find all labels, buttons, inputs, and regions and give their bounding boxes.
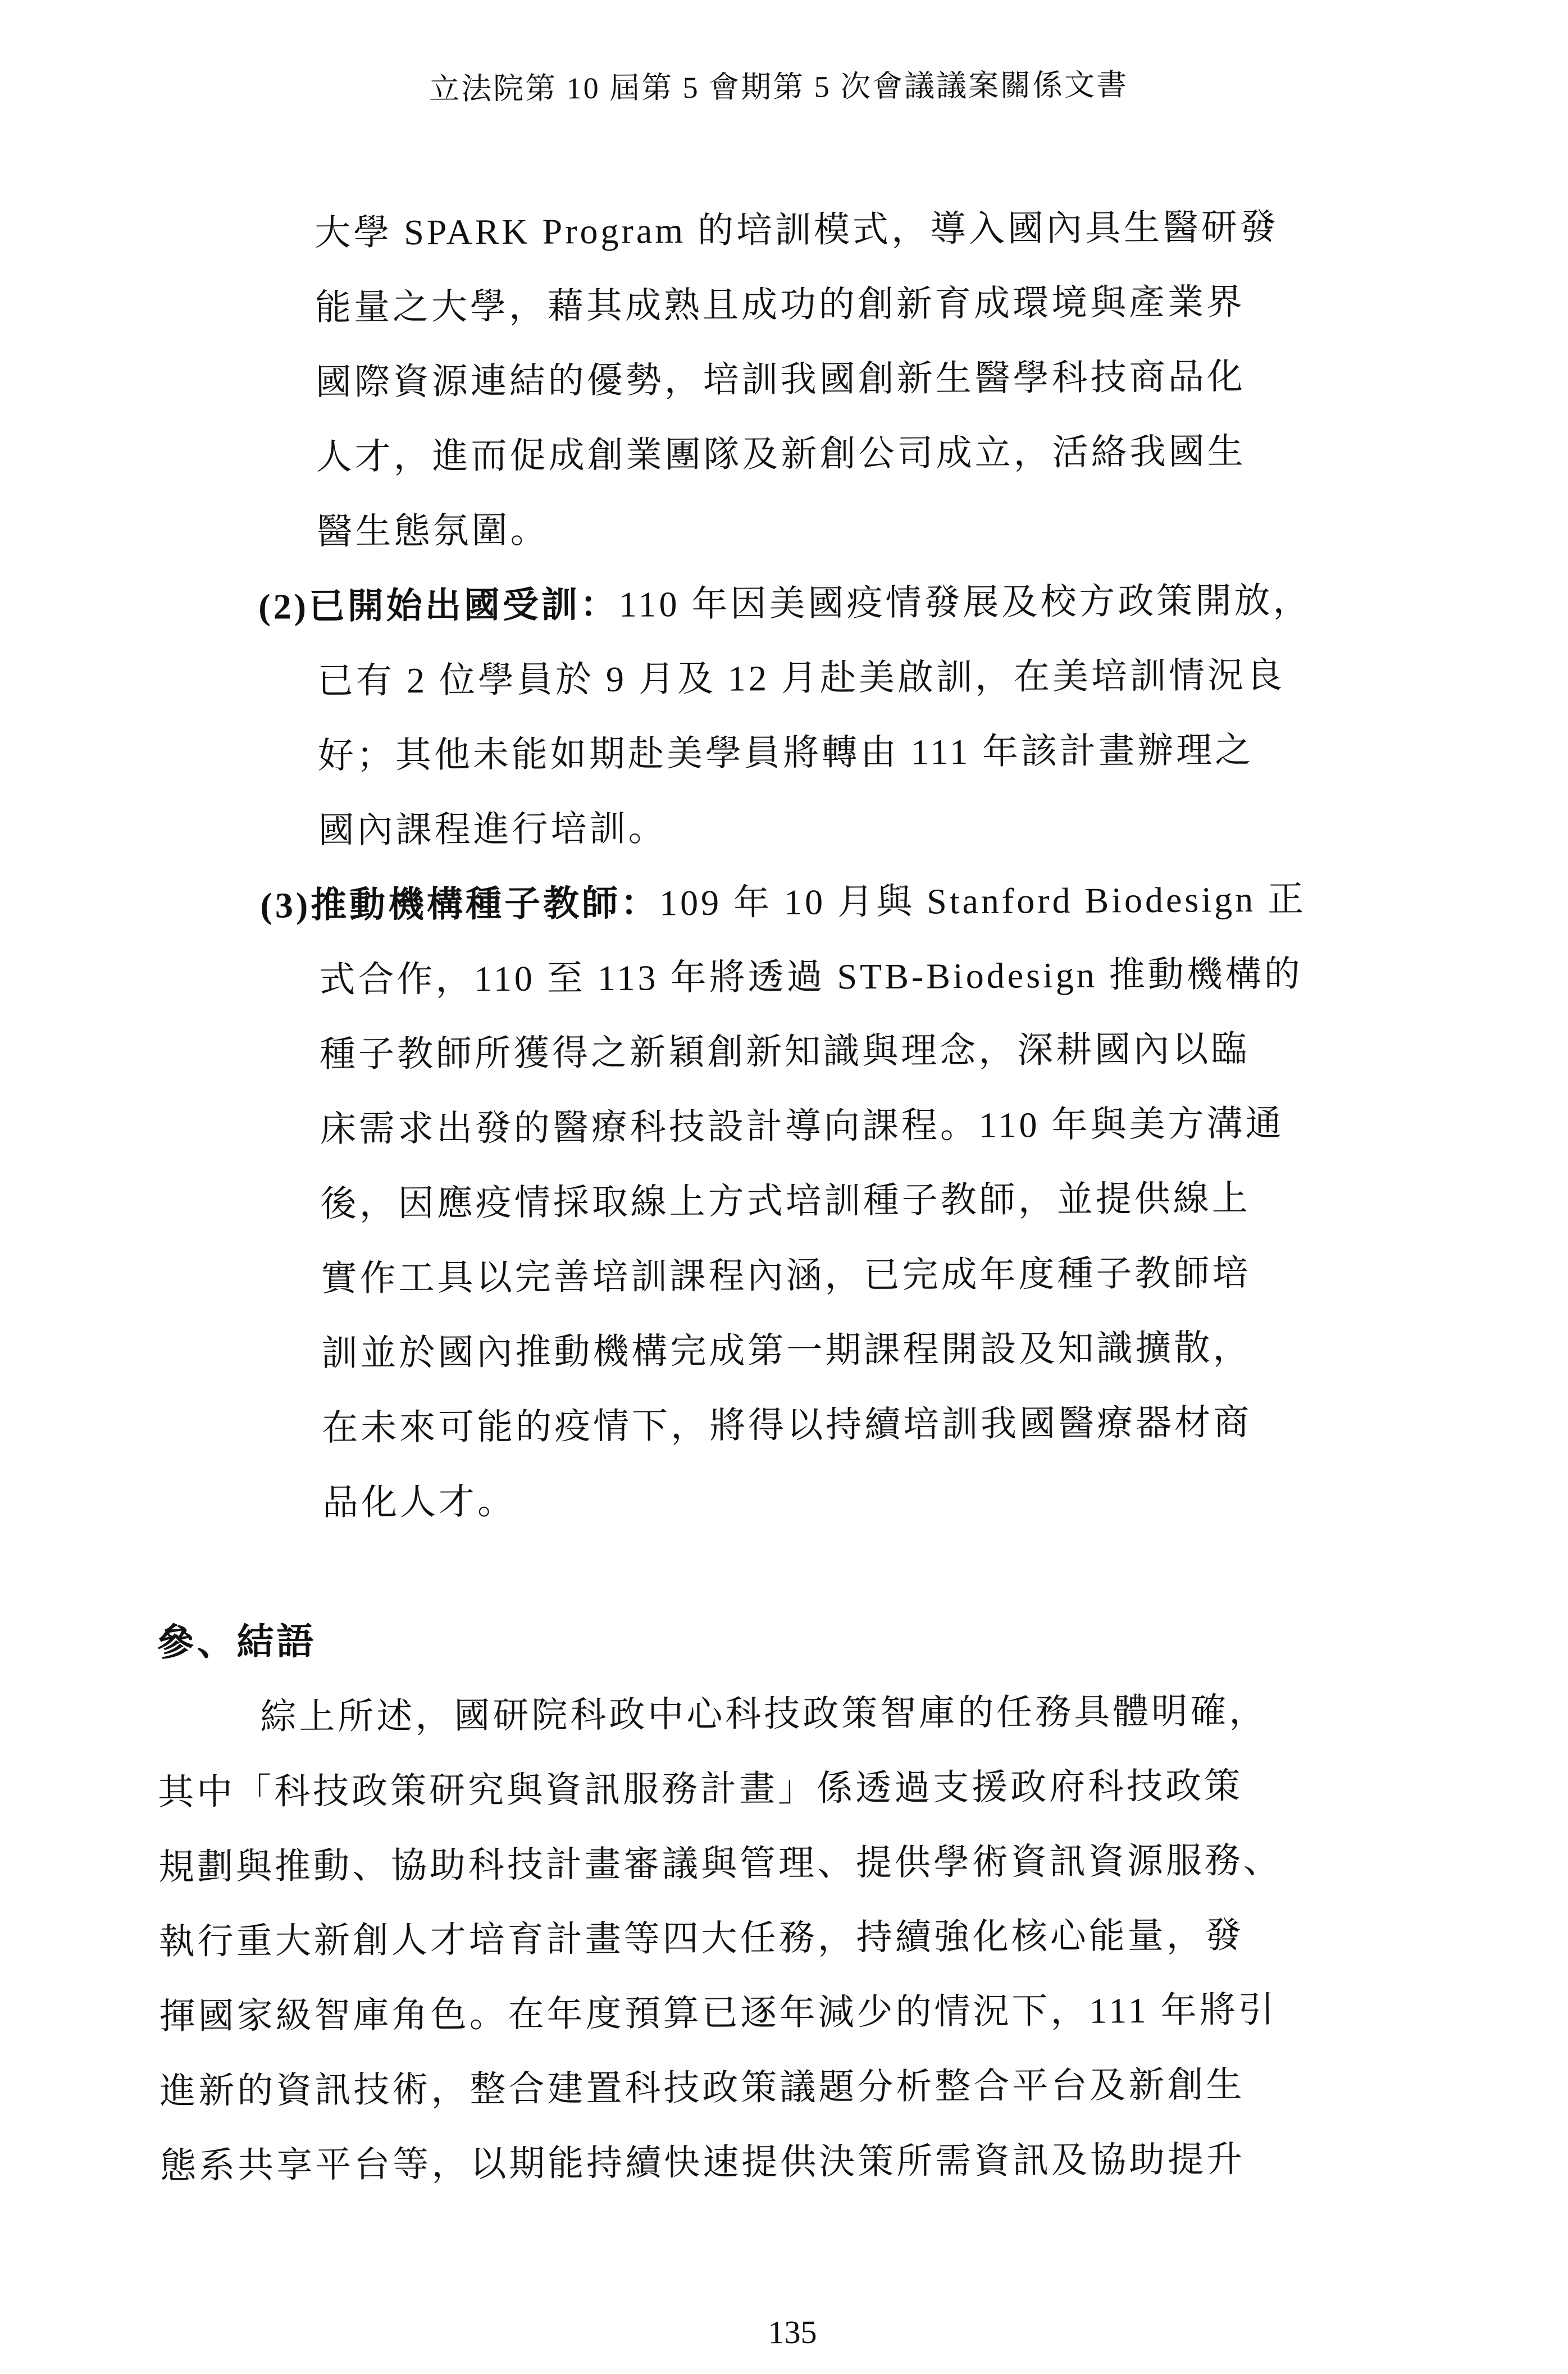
list-item-2-title: (2)已開始出國受訓： bbox=[258, 584, 619, 627]
paragraph-line: 種子教師所獲得之新穎創新知識與理念，深耕國內以臨 bbox=[319, 1028, 1250, 1075]
paragraph-line: 態系共享平台等，以期能持續快速提供決策所需資訊及協助提升 bbox=[159, 2139, 1246, 2186]
paragraph-line: 品化人才。 bbox=[322, 1481, 517, 1523]
paragraph-line: 醫生態氛圍。 bbox=[316, 510, 549, 552]
list-item-2-first-line bbox=[258, 561, 1566, 644]
paragraph-line: 其中「科技政策研究與資訊服務計畫」係透過支援政府科技政策 bbox=[157, 1766, 1243, 1812]
paragraph-line: 能量之大學，藉其成熟且成功的創新育成環境與產業界 bbox=[314, 281, 1246, 328]
document-body bbox=[0, 188, 1568, 2204]
paragraph-line: 執行重大新創人才培育計畫等四大任務，持續強化核心能量，發 bbox=[158, 1915, 1244, 1962]
paragraph-line: 好；其他未能如期赴美學員將轉由 111 年該計畫辦理之 bbox=[317, 730, 1254, 776]
paragraph-line: 揮國家級智庫角色。在年度預算已逐年減少的情況下，111 年將引 bbox=[159, 1989, 1278, 2036]
list-item-3-title: (3)推動機構種子教師： bbox=[260, 883, 660, 926]
paragraph-line: 後，因應疫情採取線上方式培訓種子教師，並提供線上 bbox=[320, 1178, 1251, 1224]
page-number: 135 bbox=[768, 2313, 817, 2351]
list-item-3-first-line bbox=[260, 860, 1568, 942]
paragraph-line: 已有 2 位學員於 9 月及 12 月赴美啟訓，在美培訓情況良 bbox=[317, 655, 1286, 701]
paragraph-line: 規劃與推動、協助科技計畫審議與管理、提供學術資訊資源服務、 bbox=[158, 1840, 1283, 1887]
paragraph-line: 國際資源連結的優勢，培訓我國創新生醫學科技商品化 bbox=[315, 356, 1246, 403]
paragraph-line: 人才，進而促成創業團隊及新創公司成立，活絡我國生 bbox=[316, 431, 1246, 477]
paragraph-line: 國內課程進行培訓。 bbox=[318, 808, 667, 851]
section-heading: 參、結語 bbox=[157, 1621, 317, 1664]
paragraph-line: 訓並於國內推動機構完成第一期課程開設及知識擴散， bbox=[321, 1327, 1252, 1374]
document-header: 立法院第 10 屆第 5 會期第 5 次會議議案關係文書 bbox=[429, 68, 1129, 106]
paragraph-line: 床需求出發的醫療科技設計導向課程。110 年與美方溝通 bbox=[320, 1103, 1284, 1150]
paragraph-line: 式合作，110 至 113 年將透過 STB-Biodesign 推動機構的 bbox=[319, 954, 1303, 1000]
paragraph-line: 在未來可能的疫情下，將得以持續培訓我國醫療器材商 bbox=[321, 1402, 1252, 1448]
paragraph-line: 大學 SPARK Program 的培訓模式，導入國內具生醫研發 bbox=[314, 207, 1279, 253]
paragraph-line: 進新的資訊技術，整合建置科技政策議題分析整合平台及新創生 bbox=[159, 2065, 1245, 2111]
list-item-3-text: 109 年 10 月與 Stanford Biodesign 正 bbox=[659, 879, 1307, 923]
list-item-2-text: 110 年因美國疫情發展及校方政策開放， bbox=[618, 580, 1312, 625]
section-spacer bbox=[3, 1532, 1568, 1606]
paragraph-line: 綜上所述，國研院科政中心科技政策智庫的任務具體明確， bbox=[260, 1690, 1268, 1737]
paragraph-line: 實作工具以完善培訓課程內涵，已完成年度種子教師培 bbox=[321, 1252, 1251, 1299]
